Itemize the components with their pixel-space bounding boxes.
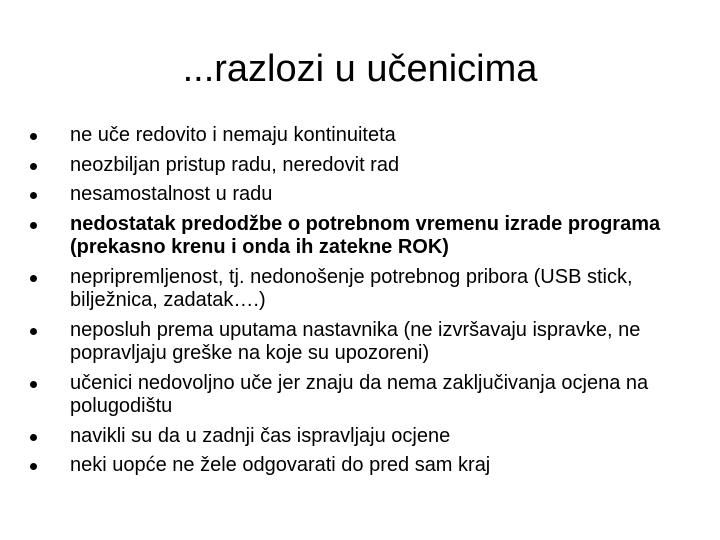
bullet-dot-icon xyxy=(30,133,37,140)
bullet-dot-icon xyxy=(30,381,37,388)
bullet-item xyxy=(30,372,680,419)
bullet-dot-icon xyxy=(30,163,37,170)
bullet-item xyxy=(30,425,680,449)
bullet-text: nesamostalnost u radu xyxy=(70,183,273,205)
slide-title: ...razlozi u učenicima xyxy=(182,48,538,90)
bullet-item xyxy=(30,319,680,366)
bullet-item xyxy=(30,154,680,178)
bullet-item xyxy=(30,124,680,148)
bullet-text: nedostatak predodžbe o potrebnom vremenu izrade programa (prekasno krenu i onda ih zatekne ROK) xyxy=(70,212,661,258)
bullet-text: neozbiljan pristup radu, neredovit rad xyxy=(70,153,400,176)
bullet-dot-icon xyxy=(30,328,37,335)
bullet-item xyxy=(30,213,680,260)
bullet-item xyxy=(30,454,680,478)
bullet-dot-icon xyxy=(30,275,37,282)
bullet-dot-icon xyxy=(30,192,37,199)
bullet-list xyxy=(30,124,680,484)
bullet-item xyxy=(30,266,680,313)
bullet-text: neki uopće ne žele odgovarati do pred sam kraj xyxy=(70,454,491,476)
bullet-text: ne uče redovito i nemaju kontinuiteta xyxy=(70,124,396,146)
bullet-text: navikli su da u zadnji čas ispravljaju ocjene xyxy=(70,424,451,447)
bullet-text: neposluh prema uputama nastavnika (ne izvršavaju ispravke, ne popravljaju greške na koje su upozoreni) xyxy=(70,318,641,364)
bullet-text: učenici nedovoljno uče jer znaju da nema zaključivanja ocjena na polugodištu xyxy=(70,371,649,417)
bullet-dot-icon xyxy=(30,222,37,229)
bullet-item xyxy=(30,183,680,207)
bullet-dot-icon xyxy=(30,434,37,441)
bullet-dot-icon xyxy=(30,463,37,470)
bullet-text: nepripremljenost, tj. nedonošenje potrebnog pribora (USB stick, bilježnica, zadatak….) xyxy=(70,265,633,311)
